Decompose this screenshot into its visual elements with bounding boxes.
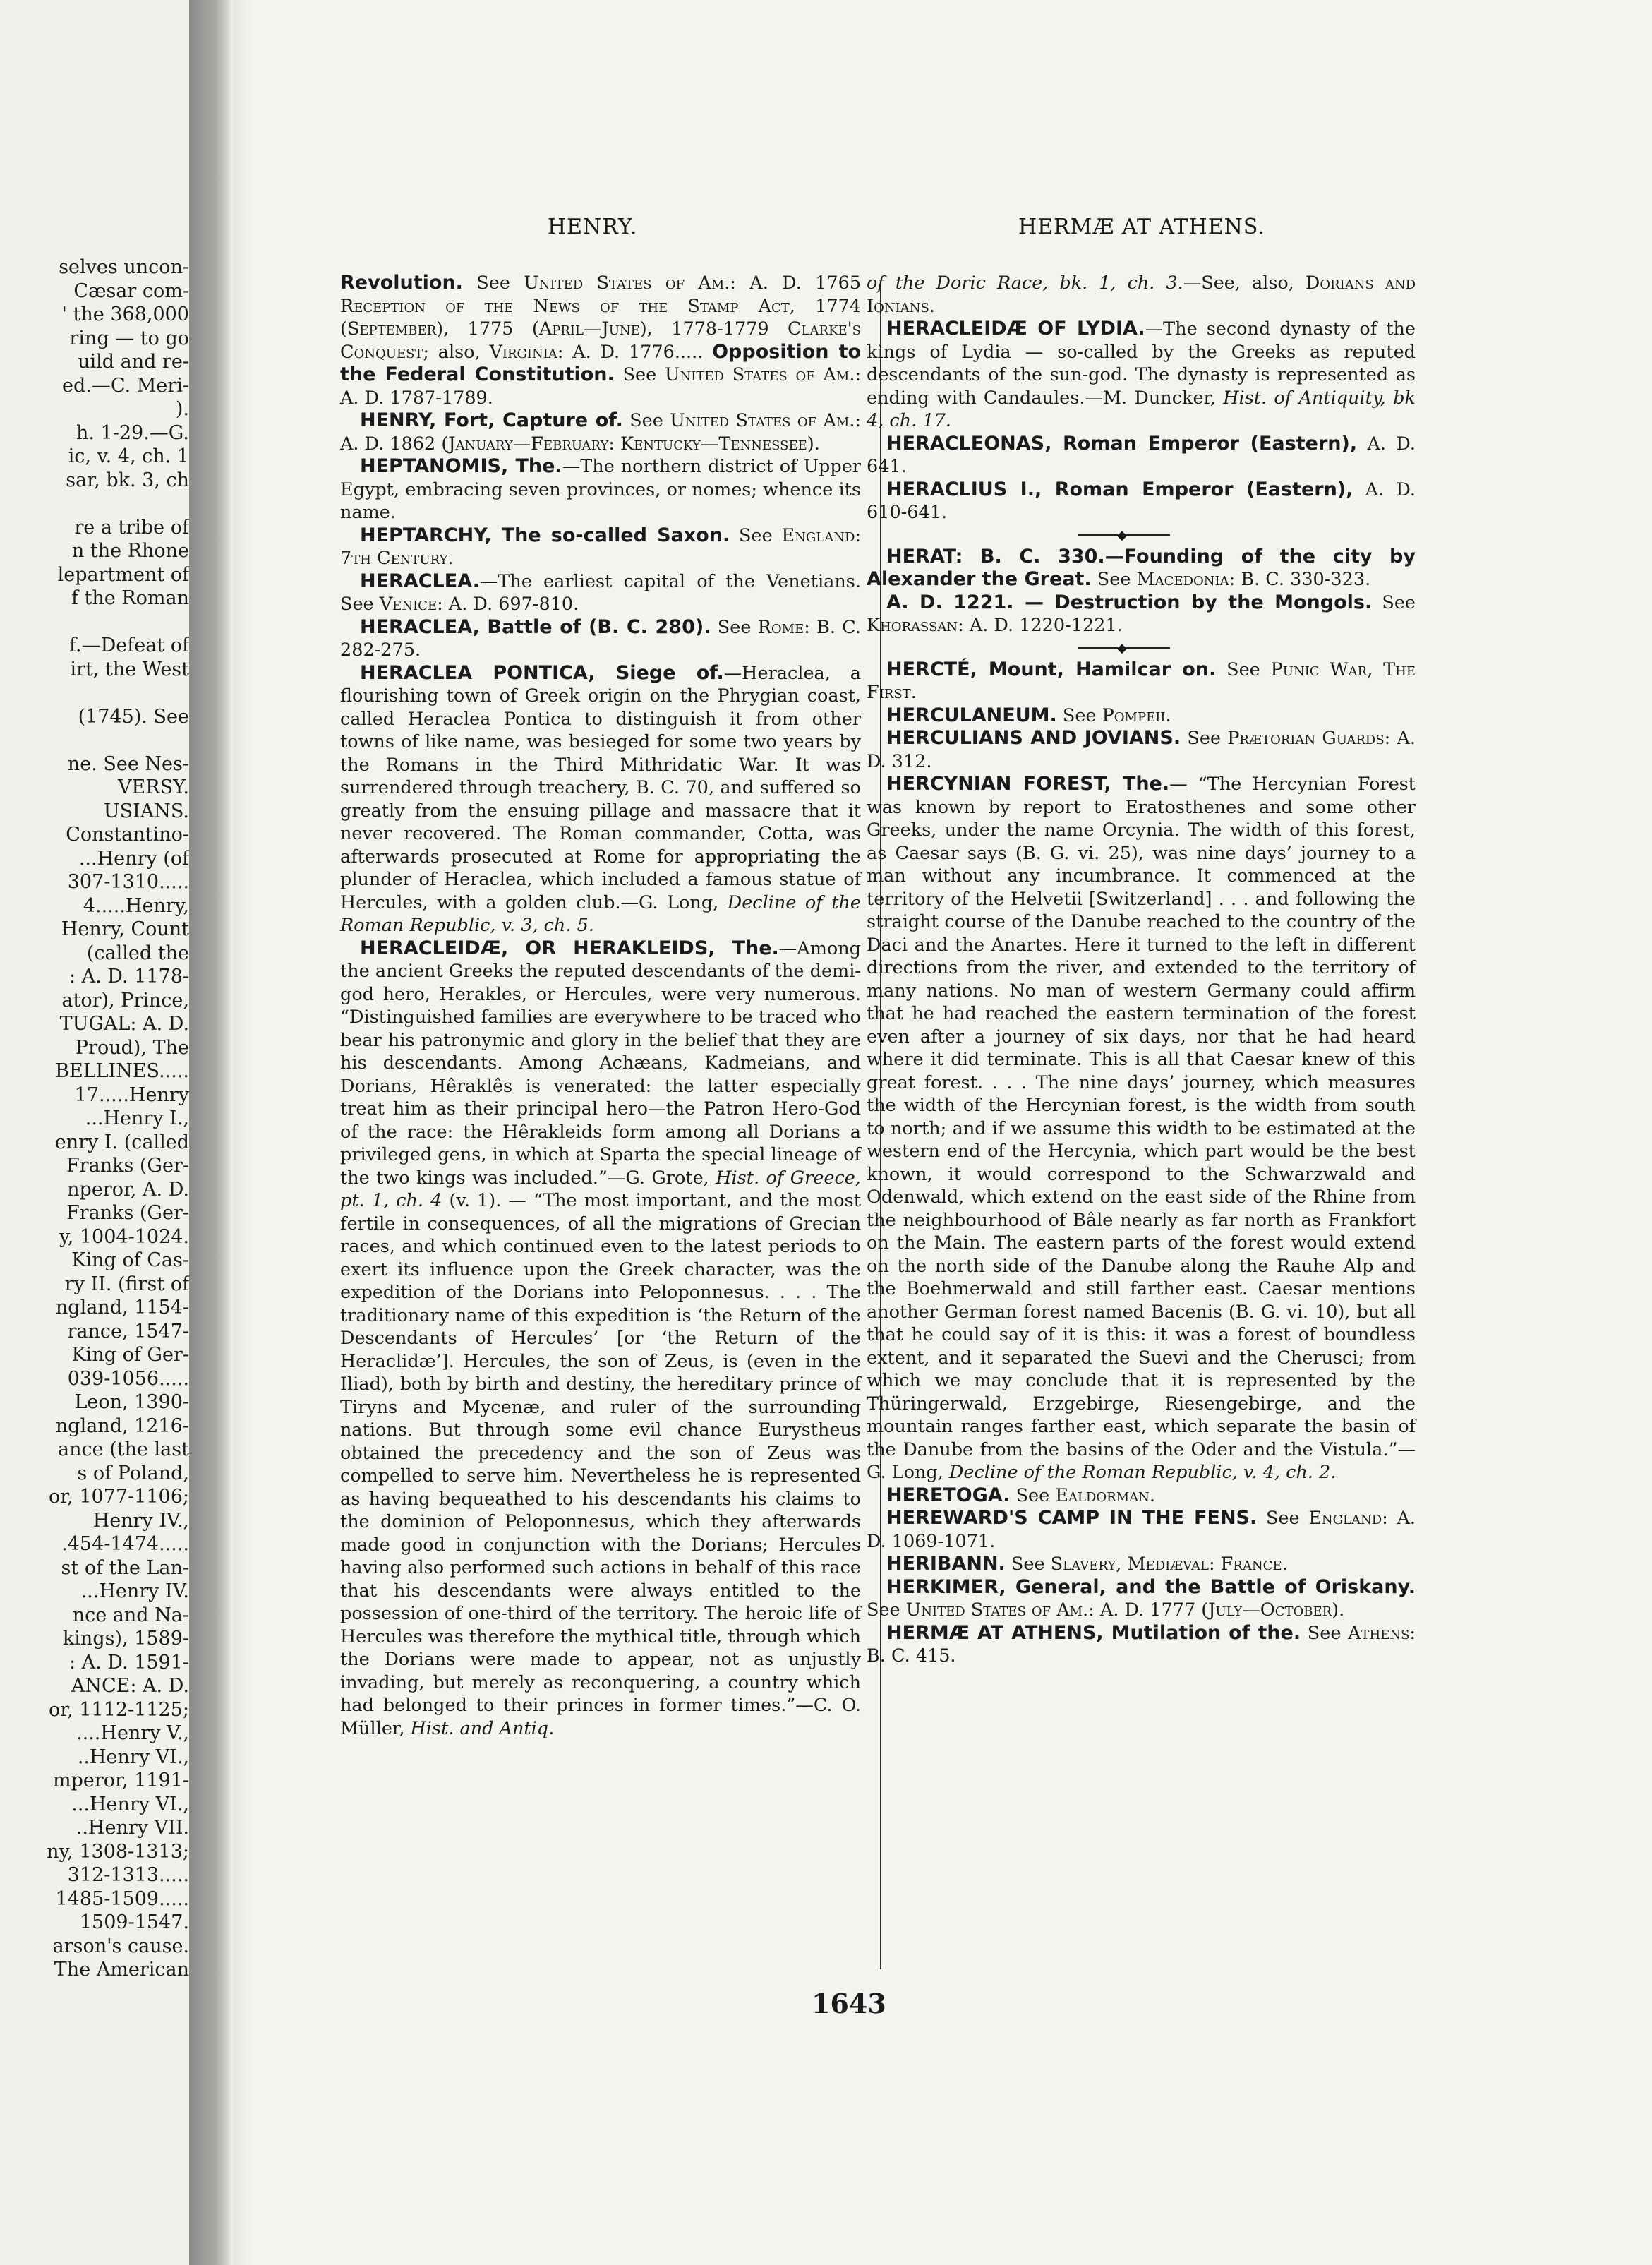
previous-page-line: The American bbox=[54, 1959, 189, 1981]
previous-page-line: 039-1056..... bbox=[67, 1367, 189, 1390]
previous-page-line: Leon, 1390- bbox=[74, 1391, 189, 1413]
left-column bbox=[340, 272, 861, 1740]
previous-page-line: ...Henry IV. bbox=[80, 1580, 189, 1602]
previous-page-line: : A. D. 1178- bbox=[68, 966, 189, 987]
entry-heribann: HERIBANN. See Slavery, Mediæval: France. bbox=[886, 1553, 1288, 1575]
entry-herkimer: HERKIMER, General, and the Battle of Oriskany. See United States of Am.: A. D. 1777 (July—October). bbox=[867, 1575, 1416, 1621]
previous-page-line: Cæsar com- bbox=[73, 280, 189, 302]
entry-heraclius: HERACLIUS I., Roman Emperor (Eastern), A. D. 610-641. bbox=[867, 478, 1416, 523]
entry-heracleidae-continued: of the Doric Race, bk. 1, ch. 3.—See, also, Dorians and Ionians. bbox=[867, 272, 1416, 317]
previous-page-line: y, 1004-1024. bbox=[59, 1225, 189, 1248]
previous-page-line: st of the Lan- bbox=[61, 1556, 189, 1579]
previous-page-line: Franks (Ger- bbox=[66, 1155, 189, 1177]
previous-page-line: King of Cas- bbox=[71, 1249, 189, 1271]
previous-page-line: Henry, Count bbox=[61, 918, 189, 940]
previous-page-column bbox=[0, 256, 189, 1982]
previous-page-line: arson's cause. bbox=[52, 1935, 189, 1957]
entry-herat: HERAT: B. C. 330.—Founding of the city by Alexander the Great. See Macedonia: B. C. 330-323. bbox=[867, 545, 1416, 590]
previous-page-line: Proud), The bbox=[75, 1036, 189, 1059]
separator-ornament bbox=[867, 640, 1416, 656]
previous-page-line: BELLINES..... bbox=[55, 1060, 189, 1082]
previous-page-line: rance, 1547- bbox=[67, 1320, 189, 1342]
previous-page-line: h. 1-29.—G. bbox=[76, 421, 189, 444]
previous-page-line: lepartment of bbox=[57, 563, 189, 586]
previous-page-line: ed.—C. Meri- bbox=[62, 374, 189, 397]
entry-hermae-at-athens: HERMÆ AT ATHENS, Mutilation of the. See Athens: B. C. 415. bbox=[867, 1621, 1416, 1666]
previous-page-line: ry II. (first of bbox=[64, 1273, 189, 1295]
previous-page-line: 4.....Henry, bbox=[83, 894, 189, 917]
previous-page-line: or, 1077-1106; bbox=[48, 1486, 189, 1508]
entry-herculians: HERCULIANS AND JOVIANS. See Prætorian Guards: A. D. 312. bbox=[867, 727, 1416, 772]
entry-herewards-camp: HEREWARD'S CAMP IN THE FENS. See England: A. D. 1069-1071. bbox=[867, 1507, 1416, 1552]
previous-page-line: nce and Na- bbox=[72, 1604, 189, 1626]
previous-page-line: 312-1313..... bbox=[67, 1864, 189, 1886]
entry-heraclea: HERACLEA.—The earliest capital of the Venetians. See Venice: A. D. 697-810. bbox=[340, 570, 861, 615]
previous-page-line: ic, v. 4, ch. 1 bbox=[68, 445, 189, 467]
previous-page-line: 307-1310..... bbox=[67, 871, 189, 893]
previous-page-line: King of Ger- bbox=[71, 1344, 189, 1366]
previous-page-line: ring — to go bbox=[69, 327, 189, 349]
previous-page-line: ator), Prince, bbox=[61, 989, 189, 1011]
previous-page-line: 17.....Henry bbox=[74, 1083, 189, 1106]
entry-henry-fort: HENRY, Fort, Capture of. See United States of Am.: A. D. 1862 (January—February: Kentucky—Tennessee). bbox=[340, 409, 862, 455]
previous-page-line bbox=[0, 611, 189, 635]
previous-page-line: : A. D. 1591- bbox=[68, 1651, 189, 1674]
previous-page-line bbox=[0, 492, 189, 516]
entry-heptanomis: HEPTANOMIS, The.—The northern district of Upper Egypt, embracing seven provinces, or nomes; whence its name. bbox=[340, 455, 861, 523]
book-gutter-edge bbox=[233, 0, 254, 2265]
previous-page-line: n the Rhone bbox=[71, 540, 189, 562]
entry-hercynian-forest: HERCYNIAN FOREST, The.— “The Hercynian Forest was known by report to Eratosthenes and some other Greeks, under the name Orcynia. The width of this forest, as Caesar says (B. G. vi. 25), was nine days’ journey to a man without any incumbrance. It commenced at the territory of the Helvetii [Switzerland] . . . and following the straight course of the Danube reached to the country of the Daci and the Anartes. Here it turned to the left in different directions from the river, and extended to the territory of many nations. No man of western Germany could affirm that he had reached the eastern termination of the forest even after a journey of six days, nor that he had heard where it did terminate. This is all that Caesar knew of this great forest. . . . The nine days’ journey, which measures the width of the Hercynian forest, is the width from south to north; and if we assume this width to be estimated at the western end of the Hercynia, which part would be the best known, it would correspond to the Schwarzwald and Odenwald, which extend on the east side of the Rhine from the neighbourhood of Bâle nearly as far north as Frankfort on the Main. The eastern parts of the forest would extend on the north side of the Danube along the Rauhe Alp and the Boehmerwald and still farther east. Caesar mentions another German forest named Bacenis (B. G. vi. 10), but all that he could say of it is this: it was a forest of boundless extent, and it separated the Suevi and the Cherusci; from which we may conclude that it is represented by the Thüringerwald, Erzgebirge, Riesengebirge, and the mountain ranges farther east, which separate the basin of the Danube from the basins of the Oder and the Vistula.”—G. Long, Decline of the Roman Republic, v. 4, ch. 2. bbox=[867, 773, 1416, 1483]
previous-page-line: Constantino- bbox=[66, 824, 189, 846]
entry-herat-mongols: A. D. 1221. — Destruction by the Mongols. See Khorassan: A. D. 1220-1221. bbox=[867, 591, 1416, 636]
running-head-left: HENRY. bbox=[548, 215, 638, 239]
previous-page-edge bbox=[0, 0, 189, 2265]
previous-page-line: ). bbox=[175, 398, 189, 420]
previous-page-line: ngland, 1216- bbox=[55, 1414, 189, 1437]
previous-page-line: VERSY. bbox=[118, 776, 189, 798]
previous-page-line bbox=[0, 681, 189, 705]
book-gutter-shadow bbox=[189, 0, 233, 2265]
previous-page-line: 1485-1509..... bbox=[55, 1887, 189, 1910]
previous-page-line: mperor, 1191- bbox=[53, 1770, 189, 1791]
entry-herculaneum: HERCULANEUM. See Pompeii. bbox=[886, 704, 1171, 726]
entry-heraclea-pontica: HERACLEA PONTICA, Siege of.—Heraclea, a flourishing town of Greek origin on the Phrygian coast, called Heraclea Pontica to distinguish it from other towns of like name, was besieged for some two years by the Romans in the Third Mithridatic War. It was surrendered through treachery, B. C. 70, and suffered so greatly from the ensuing pillage and massacre that it never recovered. The Roman commander, Cotta, was afterwards prosecuted at Rome for appropriating the plunder of Heraclea, which included a famous statue of Hercules, with a golden club.—G. Long, Decline of the Roman Republic, v. 3, ch. 5. bbox=[340, 661, 861, 936]
previous-page-line: Henry IV., bbox=[92, 1509, 189, 1532]
previous-page-line: TUGAL: A. D. bbox=[59, 1013, 189, 1035]
previous-page-line: .454-1474..... bbox=[61, 1533, 189, 1555]
previous-page-line: Franks (Ger- bbox=[66, 1202, 189, 1224]
previous-page-line: ne. See Nes- bbox=[67, 752, 189, 775]
previous-page-line: ...Henry I., bbox=[85, 1107, 189, 1129]
running-head-right: HERMÆ AT ATHENS. bbox=[1018, 215, 1265, 239]
previous-page-line: sar, bk. 3, ch bbox=[66, 469, 189, 491]
previous-page-line: ..Henry VI., bbox=[77, 1746, 189, 1768]
entry-heracleidae-lydia: HERACLEIDÆ OF LYDIA.—The second dynasty of the kings of Lydia — so-called by the Greeks as reputed descendants of the sun-god. The dynasty is represented as ending with Candaules.—M. Duncker, Hist. of Antiquity, bk 4, ch. 17. bbox=[867, 318, 1416, 431]
previous-page-line: or, 1112-1125; bbox=[48, 1698, 189, 1721]
previous-page-line: ....Henry V., bbox=[76, 1722, 189, 1744]
right-column bbox=[867, 272, 1416, 1668]
separator-ornament bbox=[867, 527, 1416, 543]
previous-page-line: f.—Defeat of bbox=[69, 635, 189, 656]
entry-heraclea-battle: HERACLEA, Battle of (B. C. 280). See Rome: B. C. 282-275. bbox=[340, 615, 861, 661]
entry-heretoga: HERETOGA. See Ealdorman. bbox=[886, 1484, 1155, 1506]
previous-page-line: ny, 1308-1313; bbox=[47, 1840, 189, 1863]
previous-page-line: 1509-1547. bbox=[79, 1911, 189, 1933]
entry-heracleidae: HERACLEIDÆ, OR HERAKLEIDS, The.—Among the ancient Greeks the reputed descendants of the demi-god hero, Herakles, or Hercules, were very numerous. “Distinguished families are everywhere to be traced who bear his patronymic and glory in the belief that they are his descendants. Among Achæans, Kadmeians, and Dorians, Hêraklês is venerated: the latter especially treat him as their principal hero—the Patron Hero-God of the race: the Hêrakleids form among all Dorians a privileged gens, in which at Sparta the special lineage of the two kings was included.”—G. Grote, Hist. of Greece, pt. 1, ch. 4 (v. 1). — “The most important, and the most fertile in consequences, of all the migrations of Grecian races, and which continued even to the latest periods to exert its influence upon the Greek character, was the expedition of the Dorians into Peloponnesus. . . . The traditionary name of this expedition is ‘the Return of the Descendants of Hercules’ [or ‘the Return of the Heraclidæ’]. Hercules, the son of Zeus, is (even in the Iliad), both by birth and destiny, the hereditary prince of Tiryns and Mycenæ, and ruler of the surrounding nations. But through some evil chance Eurystheus obtained the precedency and the son of Zeus was compelled to serve him. Nevertheless he is represented as having bequeathed to his descendants his claims to the dominion of Peloponnesus, which they afterwards made good in conjunction with the Dorians; Hercules having also performed such actions in behalf of this race that his descendants were always entitled to the possession of one-third of the territory. The heroic life of Hercules was therefore the mythical title, through which the Dorians were made to appear, not as unjustly invading, but merely as reconquering, a country which had belonged to their princes in former times.”—C. O. Müller, Hist. and Antiq. bbox=[340, 937, 862, 1739]
previous-page-line: selves uncon- bbox=[59, 256, 189, 278]
previous-page-line: irt, the West bbox=[70, 658, 189, 680]
previous-page-line: ngland, 1154- bbox=[55, 1297, 189, 1318]
previous-page-line: (called the bbox=[86, 942, 189, 964]
previous-page-line: ..Henry VII. bbox=[76, 1817, 189, 1839]
previous-page-line: s of Poland, bbox=[77, 1462, 189, 1484]
entry-herctc: HERCTÉ, Mount, Hamilcar on. See Punic War, The First. bbox=[867, 658, 1416, 703]
previous-page-line: USIANS. bbox=[103, 800, 189, 822]
entry-revolution: Revolution. See United States of Am.: A. D. 1765 Reception of the News of the Stamp Act, 1774 (September), 1775 (April—June), 1778-1779 Clarke's Conquest; also, Virginia: A. D. 1776..... Opposition to the Federal Constitution. See United States of Am.: A. D. 1787-1789. bbox=[340, 272, 862, 409]
previous-page-line: nperor, A. D. bbox=[67, 1178, 189, 1201]
previous-page-line: re a tribe of bbox=[74, 516, 189, 539]
previous-page-line: f the Roman bbox=[71, 587, 189, 609]
previous-page-line: kings), 1589- bbox=[62, 1628, 189, 1650]
entry-heptarchy: HEPTARCHY, The so-called Saxon. See England: 7th Century. bbox=[340, 524, 861, 569]
page-number: 1643 bbox=[812, 1988, 886, 2019]
entry-heracleonas: HERACLEONAS, Roman Emperor (Eastern), A. D. 641. bbox=[867, 432, 1416, 477]
previous-page-line: enry I. (called bbox=[54, 1131, 189, 1153]
previous-page-line: ance (the last bbox=[58, 1438, 189, 1460]
previous-page-line: ' the 368,000 bbox=[61, 304, 189, 325]
previous-page-line: uild and re- bbox=[78, 351, 189, 373]
previous-page-line: (1745). See bbox=[78, 705, 189, 728]
previous-page-line: ...Henry (of bbox=[78, 847, 189, 870]
previous-page-line: ...Henry VI., bbox=[71, 1793, 189, 1815]
previous-page-line: ANCE: A. D. bbox=[71, 1675, 189, 1697]
previous-page-line bbox=[0, 728, 189, 752]
